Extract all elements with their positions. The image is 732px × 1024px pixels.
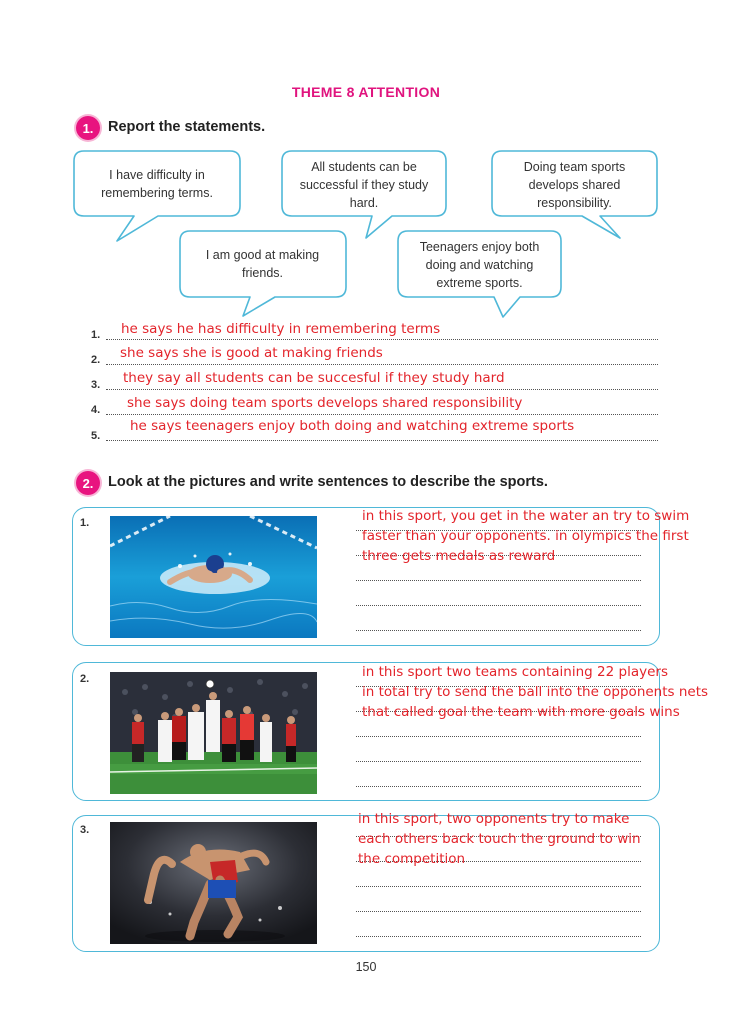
section-number-badge: 2. (76, 471, 100, 495)
item-number: 3. (80, 824, 90, 836)
dotted-line (356, 786, 641, 787)
dotted-line (106, 440, 658, 441)
dotted-line (106, 414, 658, 415)
answer-text: he says he has difficulty in remembering terms (121, 321, 441, 337)
answer-text: that called goal the team with more goals wins (362, 704, 680, 720)
line-number: 4. (91, 404, 101, 416)
answer-text: she says doing team sports develops shared responsibility (127, 395, 523, 411)
dotted-line (356, 936, 641, 937)
answer-text: she says she is good at making friends (120, 345, 383, 361)
line-number: 1. (91, 329, 101, 341)
dotted-line (356, 761, 641, 762)
dotted-line (356, 886, 641, 887)
football-photo (110, 672, 317, 794)
answer-text: three gets medals as reward (362, 548, 556, 564)
wrestling-photo (110, 822, 317, 944)
answer-text: faster than your opponents. in olympics the first (362, 528, 689, 544)
speech-bubble-3: Doing team sports develops shared responsibility. (523, 160, 626, 210)
line-number: 2. (91, 354, 101, 366)
section-title: Look at the pictures and write sentences to describe the sports. (108, 474, 548, 490)
swimming-photo (110, 516, 317, 638)
dotted-line (356, 605, 641, 606)
speech-bubble-1: I have difficulty in remembering terms. (101, 168, 213, 200)
line-number: 3. (91, 379, 101, 391)
theme-title: THEME 8 ATTENTION (291, 84, 441, 100)
answer-text: they say all students can be succesful if they study hard (123, 370, 505, 386)
dotted-line (356, 911, 641, 912)
line-number: 5. (91, 430, 101, 442)
dotted-line (356, 736, 641, 737)
speech-bubble-5: Teenagers enjoy both doing and watching extreme sports. (419, 240, 540, 290)
answer-text: in this sport two teams containing 22 players (362, 664, 668, 680)
section-title: Report the statements. (108, 119, 266, 135)
answer-text: each others back touch the ground to win (358, 831, 641, 847)
page-number: 150 (355, 960, 377, 974)
item-number: 1. (80, 517, 90, 529)
answer-text: in this sport, you get in the water an try to swim (362, 508, 690, 524)
section-number-badge: 1. (76, 116, 100, 140)
answer-text: in total try to send the ball into the opponents nets (362, 684, 709, 700)
dotted-line (356, 630, 641, 631)
item-number: 2. (80, 673, 90, 685)
dotted-line (356, 580, 641, 581)
answer-text: in this sport, two opponents try to make (358, 811, 630, 827)
answer-text: the competition (358, 851, 466, 867)
speech-bubble-2: All students can be successful if they study hard. (299, 160, 429, 210)
answer-text: he says teenagers enjoy both doing and watching extreme sports (130, 418, 575, 434)
dotted-line (106, 339, 658, 340)
dotted-line (106, 364, 658, 365)
speech-bubble-4: I am good at making friends. (205, 248, 320, 280)
dotted-line (106, 389, 658, 390)
